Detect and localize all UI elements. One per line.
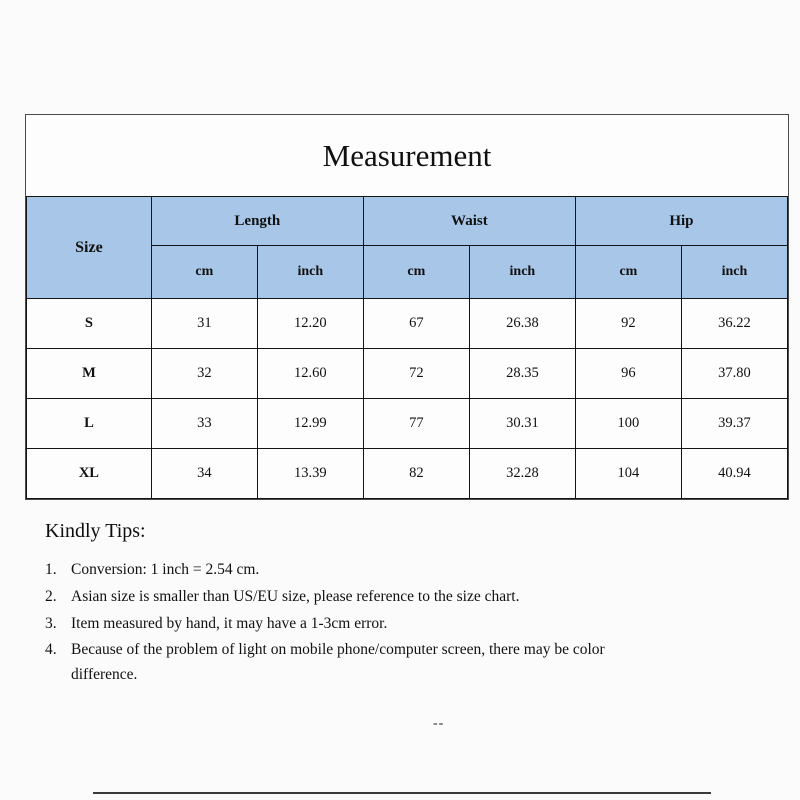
divider-dashes: --: [433, 716, 445, 731]
tips-heading: Kindly Tips:: [45, 520, 146, 542]
length-group-header: Length: [151, 197, 363, 246]
length-inch-header: inch: [257, 246, 363, 299]
hip-cm-header: cm: [575, 246, 681, 299]
table-cell: 67: [363, 299, 469, 349]
table-cell: 104: [575, 449, 681, 499]
size-label: XL: [27, 449, 152, 499]
table-row-s: [27, 299, 788, 349]
page-title: Measurement: [322, 137, 492, 173]
table-cell: 39.37: [681, 399, 787, 449]
table-cell: 72: [363, 349, 469, 399]
table-row-l: [27, 399, 788, 449]
table-cell: 36.22: [681, 299, 787, 349]
table-cell: 31: [151, 299, 257, 349]
table-cell: 12.99: [257, 399, 363, 449]
tip-text: Asian size is smaller than US/EU size, please reference to the size chart.: [71, 587, 520, 605]
waist-group-header: Waist: [363, 197, 575, 246]
table-cell: 100: [575, 399, 681, 449]
size-label: M: [27, 349, 152, 399]
tip-item-3: [45, 612, 665, 637]
hip-inch-header: inch: [681, 246, 787, 299]
tip-item-1: [45, 558, 665, 583]
tip-text: Item measured by hand, it may have a 1-3cm error.: [71, 614, 388, 632]
table-cell: 32: [151, 349, 257, 399]
bottom-divider-line: [93, 792, 711, 794]
table-cell: 12.20: [257, 299, 363, 349]
tip-text: Conversion: 1 inch = 2.54 cm.: [71, 561, 260, 578]
table-cell: 96: [575, 349, 681, 399]
tip-text: Because of the problem of light on mobile phone/computer screen, there may be color difference.: [71, 641, 605, 684]
length-cm-header: cm: [151, 246, 257, 299]
table-cell: 32.28: [469, 449, 575, 499]
tip-number: 2.: [45, 587, 57, 605]
table-cell: 13.39: [257, 449, 363, 499]
kindly-tips-section: [45, 520, 665, 690]
table-cell: 33: [151, 399, 257, 449]
table-row-m: [27, 349, 788, 399]
tip-item-4: [45, 638, 665, 688]
table-row-xl: [27, 449, 788, 499]
hip-group-header: Hip: [575, 197, 787, 246]
table-cell: 82: [363, 449, 469, 499]
table-cell: 40.94: [681, 449, 787, 499]
table-cell: 28.35: [469, 349, 575, 399]
size-column-header: Size: [27, 197, 152, 299]
table-cell: 26.38: [469, 299, 575, 349]
tip-number: 4.: [45, 641, 57, 659]
tip-number: 1.: [45, 561, 57, 578]
measurement-panel: [25, 114, 789, 500]
size-label: L: [27, 399, 152, 449]
size-label: S: [27, 299, 152, 349]
table-cell: 37.80: [681, 349, 787, 399]
table-cell: 34: [151, 449, 257, 499]
group-header-row: [27, 197, 788, 246]
table-cell: 12.60: [257, 349, 363, 399]
tip-item-2: [45, 585, 665, 610]
table-cell: 92: [575, 299, 681, 349]
table-cell: 77: [363, 399, 469, 449]
tip-number: 3.: [45, 614, 57, 632]
waist-inch-header: inch: [469, 246, 575, 299]
table-cell: 30.31: [469, 399, 575, 449]
waist-cm-header: cm: [363, 246, 469, 299]
measurement-table: [26, 196, 788, 499]
